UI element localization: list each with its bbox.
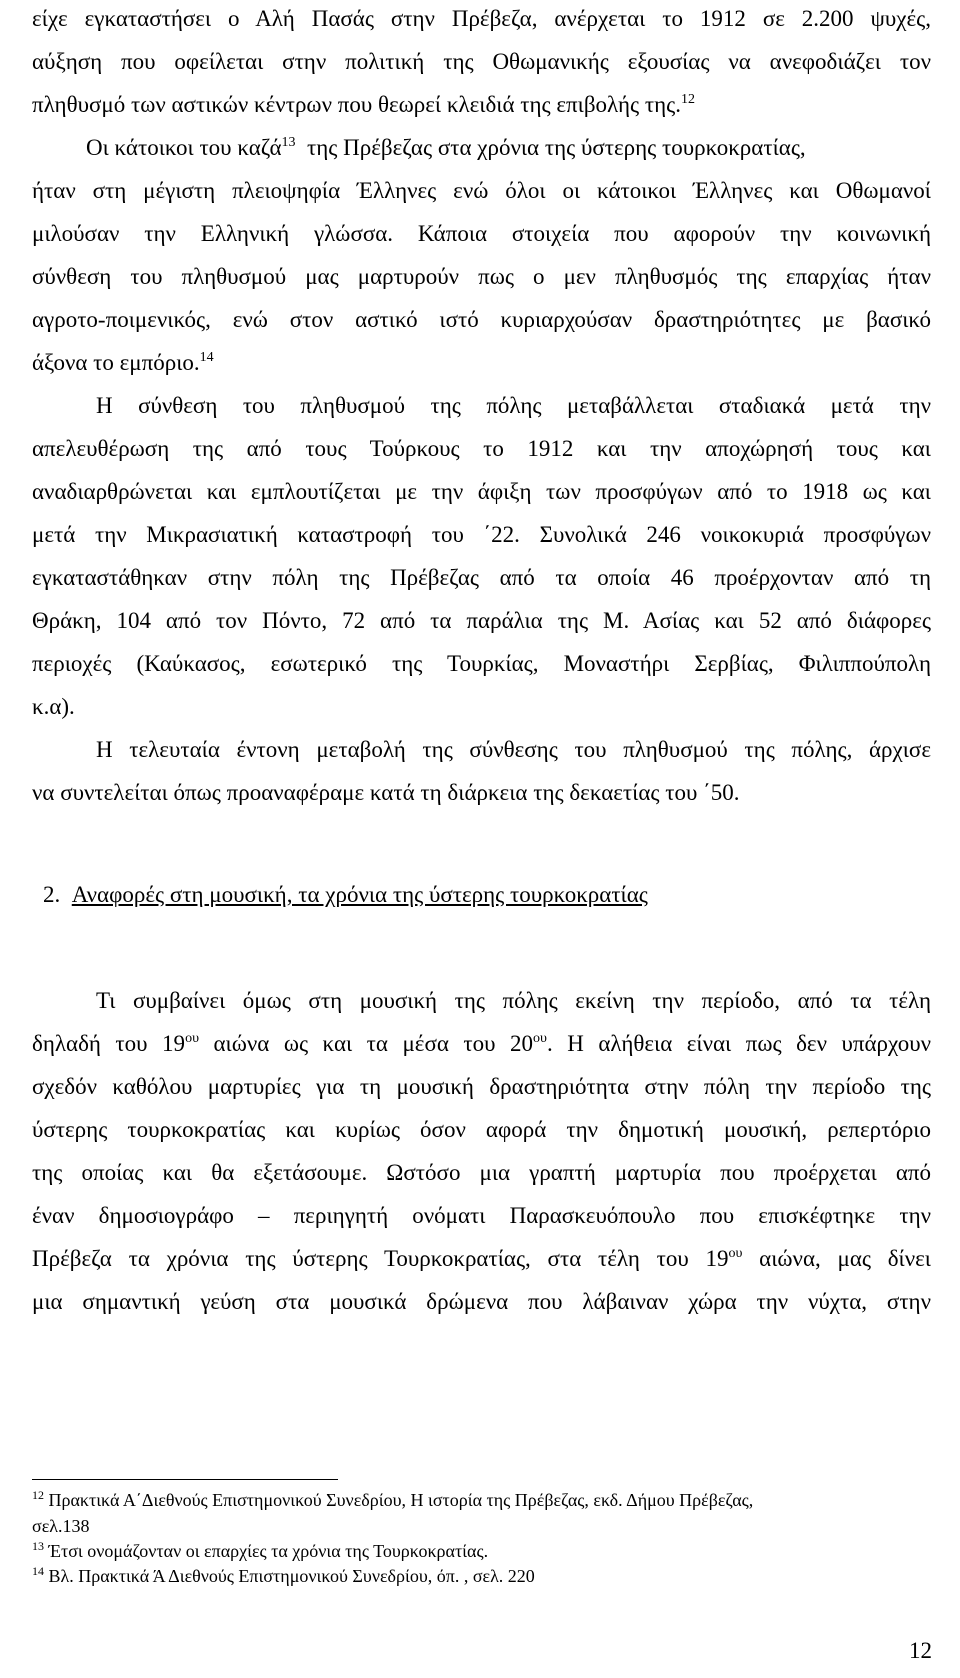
footnote-13: $^{13}$ Έτσι ονομάζονταν οι επαρχίες τα χρόνια της Τουρκοκρατίας. bbox=[32, 1539, 489, 1561]
footnote-12: $^{12}$ Πρακτικά Α΄Διεθνούς Επιστημονικού Συνεδρίου, Η ιστορία της Πρέβεζας, εκδ. Δήμου Πρέβεζας, bbox=[32, 1488, 754, 1510]
paragraph-line: δηλαδή του $19^{o\upsilon}$ αιώνα ως και τα μέσα του $20^{o\upsilon}$. Η αλήθεια είναι πως δεν υπάρχουν bbox=[32, 1031, 931, 1056]
paragraph-line: μετά την Μικρασιατική καταστροφή του ΄22. Συνολικά 246 νοικοκυριά προσφύγων bbox=[32, 522, 931, 547]
paragraph-line: να συντελείται όπως προαναφέραμε κατά τη διάρκεια της δεκαετίας του ΄50. bbox=[32, 780, 740, 805]
paragraph-line: μια σημαντική γεύση στα μουσικά δρώμενα που λάβαιναν χώρα την νύχτα, στην bbox=[32, 1289, 931, 1314]
paragraph-line: απελευθέρωση της από τους Τούρκους το 1912 και την αποχώρησή τους και bbox=[32, 436, 931, 461]
paragraph-line: άξονα το εμπόριο.$^{14}$ bbox=[32, 350, 214, 375]
section-title: Αναφορές στη μουσική, τα χρόνια της ύστερης τουρκοκρατίας bbox=[71, 882, 648, 907]
paragraph-line: σύνθεση του πληθυσμού μας μαρτυρούν πως ο μεν πληθυσμός της επαρχίας ήταν bbox=[32, 264, 931, 289]
paragraph-line: σχεδόν καθόλου μαρτυρίες για τη μουσική δραστηριότητα στην πόλη την περίοδο της bbox=[32, 1074, 931, 1099]
ordinal-suffix: ου bbox=[728, 1246, 743, 1261]
ordinal-suffix: ου bbox=[533, 1031, 547, 1046]
paragraph-line: της οποίας και θα εξετάσουμε. Ωστόσο μια γραπτή μαρτυρία που προέρχεται από bbox=[32, 1160, 931, 1185]
footnote-ref: 12 bbox=[681, 92, 696, 107]
footnote-separator bbox=[32, 1479, 338, 1480]
footnote-ref: 14 bbox=[199, 350, 214, 365]
ordinal-suffix: ου bbox=[185, 1031, 199, 1046]
paragraph-line: ύστερης τουρκοκρατίας και κυρίως όσον αφορά την δημοτική μουσική, ρεπερτόριο bbox=[32, 1117, 931, 1142]
page-number: 12 bbox=[909, 1638, 932, 1663]
paragraph-line: περιοχές (Καύκασος, εσωτερικό της Τουρκίας, Μοναστήρι Σερβίας, Φιλιππούπολη bbox=[32, 651, 931, 676]
paragraph-line: Η σύνθεση του πληθυσμού της πόλης μεταβάλλεται σταδιακά μετά την bbox=[96, 393, 931, 418]
paragraph-line: ήταν στη μέγιστη πλειοψηφία Έλληνες ενώ όλοι οι κάτοικοι Έλληνες και Οθωμανοί bbox=[32, 178, 931, 203]
section-number: 2. bbox=[43, 882, 61, 907]
footnote-12-cont: σελ.138 bbox=[32, 1516, 90, 1536]
paragraph-line: Πρέβεζα τα χρόνια της ύστερης Τουρκοκρατίας, στα τέλη του $19^{o\upsilon}$ αιώνα, μας δίνει bbox=[32, 1246, 931, 1271]
paragraph-line: αναδιαρθρώνεται και εμπλουτίζεται με την άφιξη των προσφύγων από το 1918 ως και bbox=[32, 479, 931, 504]
paragraph-line: είχε εγκαταστήσει ο Αλή Πασάς στην Πρέβεζα, ανέρχεται το 1912 σε 2.200 ψυχές, bbox=[32, 6, 931, 31]
paragraph-line: Οι κάτοικοι του καζά$^{13}$ της Πρέβεζας στα χρόνια της ύστερης τουρκοκρατίας, bbox=[86, 135, 806, 160]
paragraph-line: Τι συμβαίνει όμως στη μουσική της πόλης εκείνη την περίοδο, από τα τέλη bbox=[96, 988, 931, 1013]
paragraph-line: αύξηση που οφείλεται στην πολιτική της Οθωμανικής εξουσίας να ανεφοδιάζει τον bbox=[32, 49, 931, 74]
section-heading bbox=[43, 880, 931, 910]
paragraph-line: Θράκη, 104 από τον Πόντο, 72 από τα παράλια της Μ. Ασίας και 52 από διάφορες bbox=[32, 608, 931, 633]
paragraph-line: κ.α). bbox=[32, 694, 75, 719]
paragraph-line: αγροτο-ποιμενικός, ενώ στον αστικό ιστό κυριαρχούσαν δραστηριότητες με βασικό bbox=[32, 307, 931, 332]
paragraph-line: πληθυσμό των αστικών κέντρων που θεωρεί κλειδιά της επιβολής της.$^{12}$ bbox=[32, 92, 696, 117]
paragraph-line: μιλούσαν την Ελληνική γλώσσα. Κάποια στοιχεία που αφορούν την κοινωνική bbox=[32, 221, 931, 246]
footnote-14: $^{14}$ Βλ. Πρακτικά Ά Διεθνούς Επιστημονικού Συνεδρίου, όπ. , σελ. 220 bbox=[32, 1564, 535, 1586]
paragraph-line: Η τελευταία έντονη μεταβολή της σύνθεσης του πληθυσμού της πόλης, άρχισε bbox=[96, 737, 931, 762]
paragraph-line: εγκαταστάθηκαν στην πόλη της Πρέβεζας από τα οποία 46 προέρχονταν από τη bbox=[32, 565, 931, 590]
footnote-ref: 13 bbox=[281, 135, 296, 150]
paragraph-line: έναν δημοσιογράφο – περιηγητή ονόματι Παρασκευόπουλο που επισκέφτηκε την bbox=[32, 1203, 931, 1228]
